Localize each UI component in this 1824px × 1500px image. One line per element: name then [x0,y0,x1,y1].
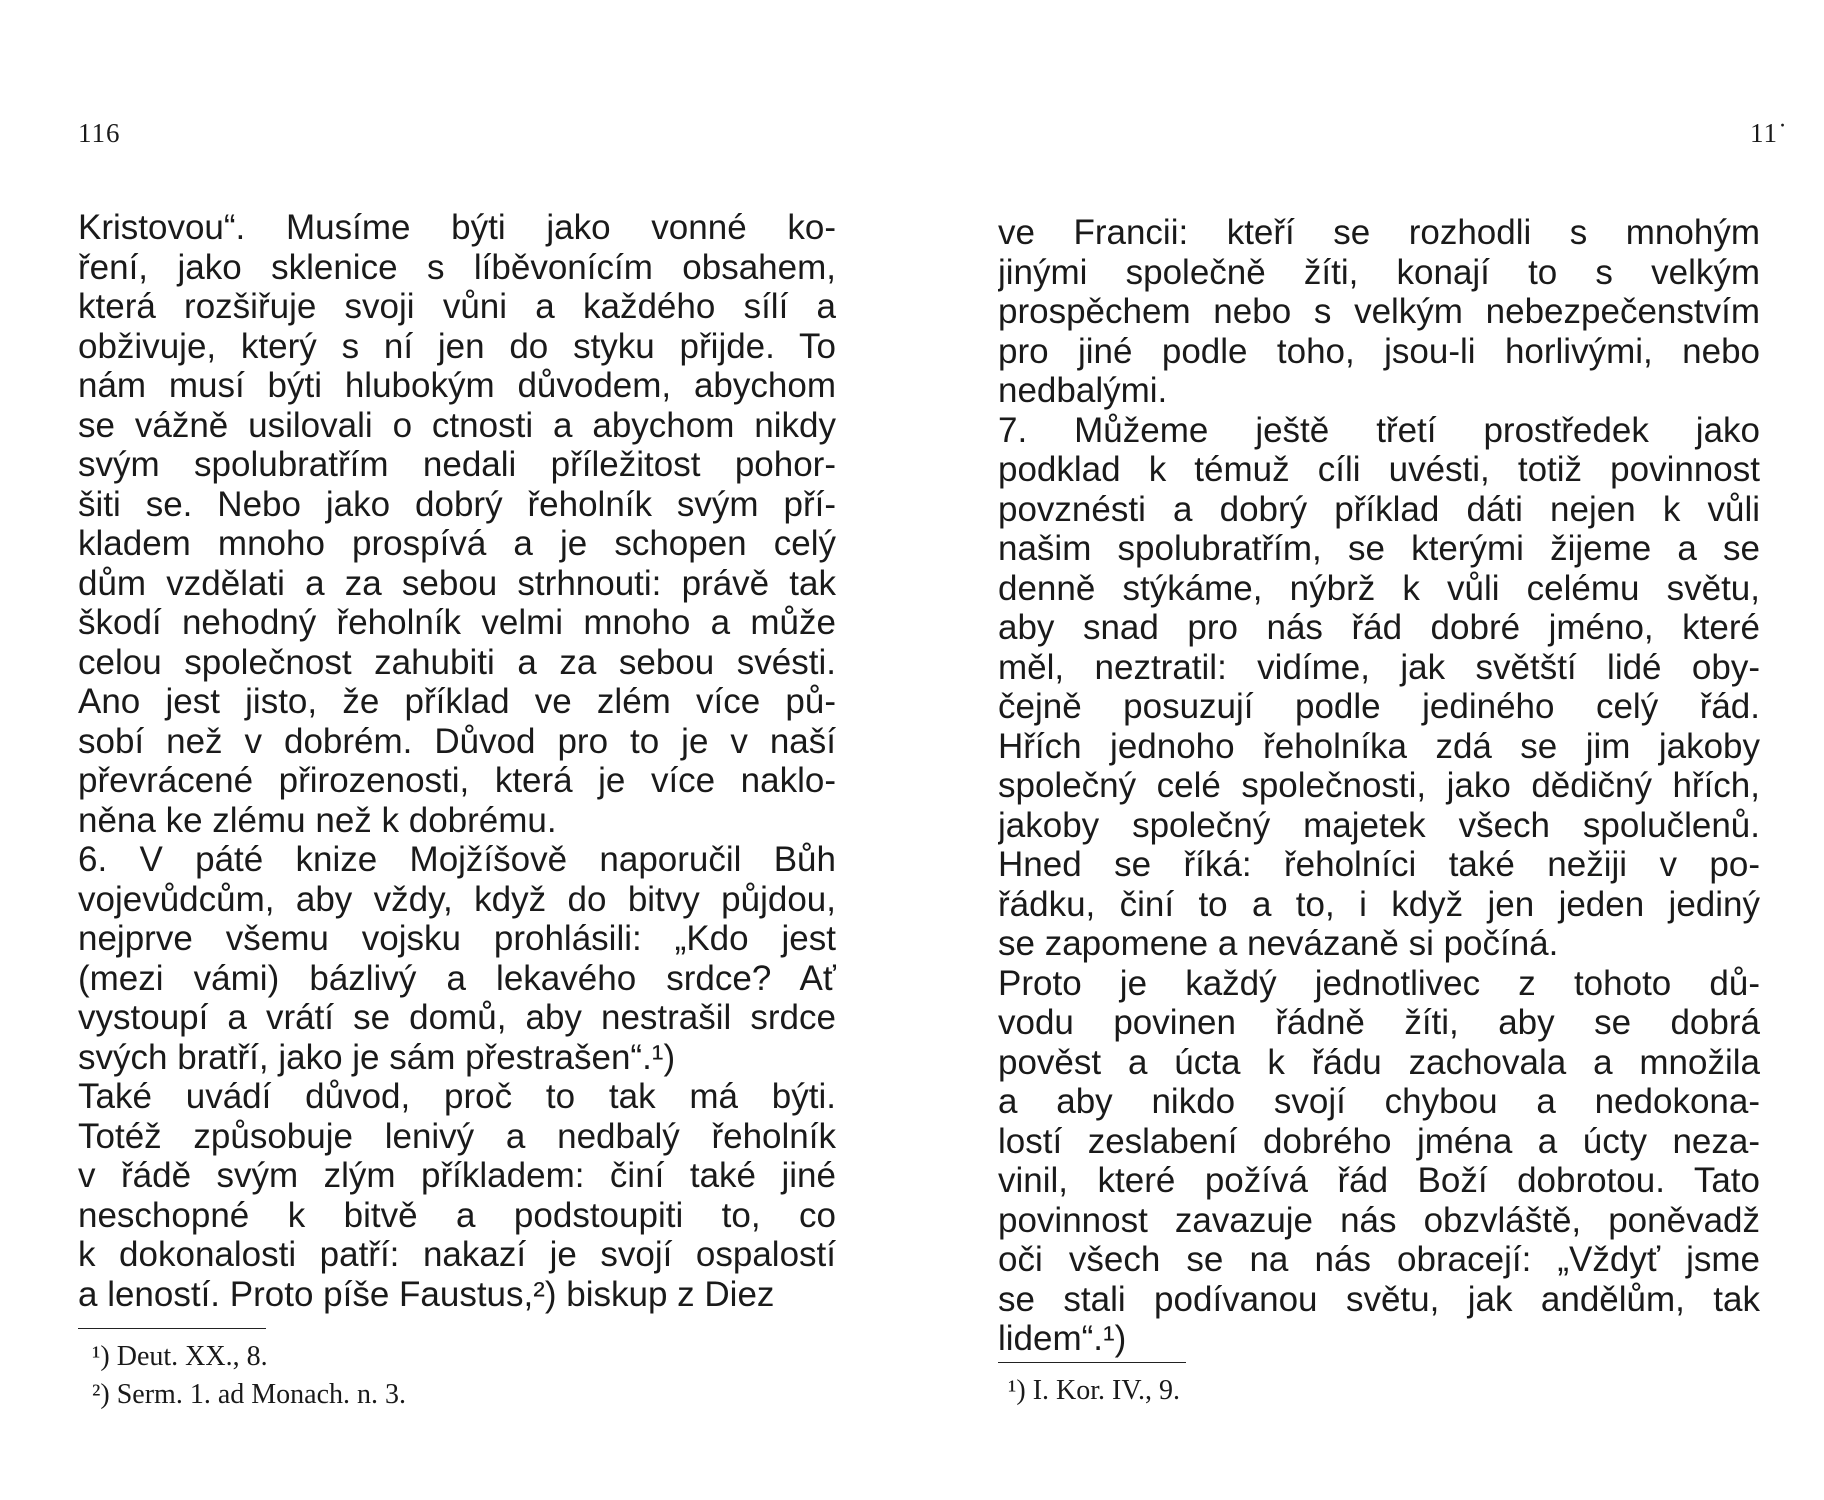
text-line: dům vzdělati a za sebou strhnouti: právě tak [78,563,836,603]
text-line: a leností. Proto píše Faustus,²) biskup z Diez [78,1274,775,1314]
footnote-rule [998,1362,1186,1363]
text-line: našim spolubratřím, se kterými žijeme a se [998,529,1760,568]
text-line: neschopné k bitvě a podstoupiti to, co [78,1195,836,1235]
text-line: převrácené přirozenosti, která je více naklo- [78,761,836,800]
footnote-rule [78,1328,266,1329]
text-line: nám musí býti hlubokým důvodem, abychom [78,366,836,405]
text-line: podklad k témuž cíli uvésti, totiž povinnost [998,450,1760,489]
page-number: 11˙ [1750,118,1788,148]
text-line: sobí než v dobrém. Důvod pro to je v naší [78,721,836,761]
text-line: obživuje, který s ní jen do styku přijde. To [78,326,836,366]
page-number: 116 [78,118,121,148]
text-line: prospěchem nebo s velkým nebezpečenstvím [998,292,1760,331]
right-page [912,0,1824,1500]
text-line: nedbalými. [998,371,1168,410]
text-line: vystoupí a vrátí se domů, aby nestrašil srdce [78,998,836,1037]
footnote: ²) Serm. 1. ad Monach. n. 3. [92,1379,407,1410]
text-line: Ano jest jisto, že příklad ve zlém více pů- [78,682,836,721]
text-line: lostí zeslabení dobrého jména a úcty neza- [998,1121,1760,1161]
text-line: povznésti a dobrý příklad dáti nejen k vůli [998,489,1760,529]
text-line: Proto je každý jednotlivec z tohoto dů- [998,963,1760,1003]
text-line: celou společnost zahubiti a za sebou svésti. [78,642,836,682]
text-line: měl, neztratil: vidíme, jak světští lidé oby- [998,647,1760,687]
text-line: společný celé společnosti, jako dědičný hřích, [998,766,1760,805]
text-line: která rozšiřuje svoji vůni a každého sílí a [78,287,836,326]
text-line: Hřích jednoho řeholníka zdá se jim jakoby [998,726,1760,766]
text-line: vojevůdcům, aby vždy, když do bitvy půjdou, [78,879,836,919]
footnotes [92,1338,406,1414]
text-line: šiti se. Nebo jako dobrý řeholník svým pří- [78,484,836,524]
text-line: se vážně usilovali o ctnosti a abychom nikdy [78,405,836,445]
footnote: ¹) I. Kor. IV., 9. [1008,1375,1180,1406]
text-line: denně stýkáme, nýbrž k vůli celému světu, [998,568,1760,608]
text-line: 6. V páté knize Mojžíšově naporučil Bůh [78,840,836,879]
text-line: pro jiné podle toho, jsou-li horlivými, nebo [998,331,1760,371]
text-line: se zapomene a nevázaně si počíná. [998,924,1559,963]
text-line: Hned se říká: řeholníci také nežiji v po- [998,845,1760,884]
text-line: svých bratří, jako je sám přestrašen“.¹) [78,1037,676,1077]
footnotes [1008,1372,1180,1410]
text-line: ření, jako sklenice s líběvonícím obsahem, [78,247,836,287]
text-line: vinil, které požívá řád Boží dobrotou. Tato [998,1161,1760,1200]
text-line: pověst a úcta k řádu zachovala a množila [998,1042,1760,1082]
text-line: něna ke zlému než k dobrému. [78,800,557,840]
text-line: jinými společně žíti, konají to s velkým [998,252,1760,292]
text-line: Kristovou“. Musíme býti jako vonné ko- [78,208,836,247]
text-line: čejně posuzují podle jediného celý řád. [998,687,1760,726]
text-line: 7. Můžeme ještě třetí prostředek jako [998,410,1760,450]
text-line: lidem“.¹) [998,1319,1127,1358]
body-text [998,213,1760,1359]
text-line: vodu povinen řádně žíti, aby se dobrá [998,1003,1760,1042]
text-line: oči všech se na nás obracejí: „Vždyť jsme [998,1240,1760,1279]
text-line: aby snad pro nás řád dobré jméno, které [998,608,1760,647]
text-line: škodí nehodný řeholník velmi mnoho a může [78,603,836,642]
text-line: svým spolubratřím nedali příležitost pohor- [78,445,836,484]
footnote: ¹) Deut. XX., 8. [92,1341,268,1372]
text-line: (mezi vámi) bázlivý a lekavého srdce? Ať [78,958,836,998]
text-line: řádku, činí to a to, i když jen jeden jediný [998,884,1760,924]
text-line: ve Francii: kteří se rozhodli s mnohým [998,213,1760,252]
text-line: k dokonalosti patří: nakazí je svojí ospalostí [78,1235,836,1274]
body-text [78,208,836,1314]
text-line: nejprve všemu vojsku prohlásili: „Kdo jest [78,919,836,958]
text-line: a aby nikdo svojí chybou a nedokona- [998,1082,1760,1121]
text-line: Totéž způsobuje lenivý a nedbalý řeholník [78,1116,836,1156]
text-line: jakoby společný majetek všech spolučlenů. [998,805,1760,845]
text-line: se stali podívanou světu, jak andělům, tak [998,1279,1760,1319]
text-line: v řádě svým zlým příkladem: činí také jiné [78,1156,836,1195]
text-line: povinnost zavazuje nás obzvláště, poněvadž [998,1200,1760,1240]
text-line: kladem mnoho prospívá a je schopen celý [78,524,836,563]
text-line: Také uvádí důvod, proč to tak má býti. [78,1077,836,1116]
